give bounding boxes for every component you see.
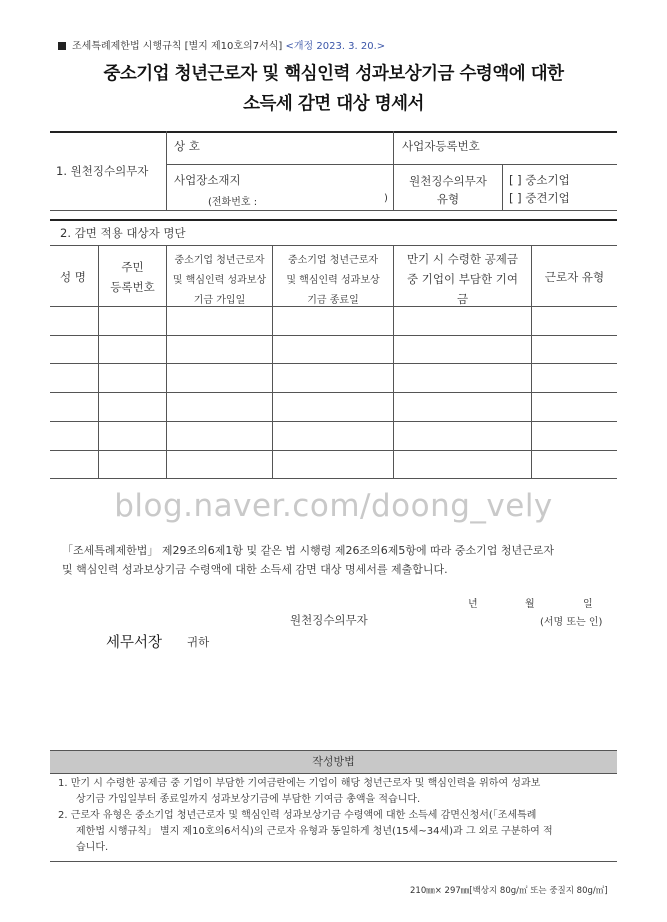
col-header-end-3: 기금 종료일 (307, 295, 359, 306)
guide-item2-line3: 습니다. (76, 842, 109, 853)
date-month: 월 (525, 599, 535, 610)
guide-heading: 작성방법 (50, 750, 617, 774)
section1-bottom-border (50, 210, 617, 211)
guide-item1-line2: 상기금 가입일부터 종료일까지 성과보상기금에 부담한 기여금 총액을 적습니다. (76, 794, 421, 805)
col-header-join: 중소기업 청년근로자 (174, 255, 265, 266)
section1-divider (166, 131, 167, 210)
law-reference: 조세특례제한법 시행규칙 [별지 제10호의7서식] (72, 41, 283, 52)
date-day: 일 (583, 599, 593, 610)
table-row[interactable] (50, 392, 617, 393)
withholding-agent-label: 1. 원천징수의무자 (56, 164, 149, 178)
table-row[interactable] (50, 306, 617, 307)
business-reg-no-label: 사업자등록번호 (402, 139, 480, 153)
form-header (58, 37, 385, 52)
agent-type-label-2: 유형 (436, 192, 460, 206)
guide-item2-line1: 2. 근로자 유형은 중소기업 청년근로자 및 핵심인력 성과보상기금 수령액에 대한 소득세 감면신청서(「조세특례 (58, 810, 537, 821)
guide-bottom-border (50, 861, 617, 862)
date-year: 년 (468, 599, 478, 610)
table-row[interactable] (50, 363, 617, 364)
col-header-join-3: 기금 가입일 (193, 295, 246, 306)
phone-close: ) (384, 193, 388, 204)
revision-date: <개정 2023. 3. 20.> (285, 41, 386, 52)
square-bullet-icon (58, 42, 66, 50)
trade-name-label: 상 호 (174, 139, 200, 153)
agent-type-label: 원천징수의무자 (409, 174, 487, 188)
form-title-line1: 중소기업 청년근로자 및 핵심인력 성과보상기금 수령액에 대한 (103, 64, 564, 84)
form-title-line2: 소득세 감면 대상 명세서 (243, 94, 424, 114)
table-bottom-border (50, 478, 617, 479)
col-header-contribution-3: 금 (456, 292, 469, 306)
signature-sign: (서명 또는 인) (540, 617, 603, 628)
signature-label: 원천징수의무자 (290, 613, 368, 627)
guide-item1-line1: 1. 만기 시 수령한 공제금 중 기업이 부담한 기여금란에는 기업이 해당 청년근로자 및 핵심인력을 위하여 성과보 (58, 778, 541, 789)
section2-top-border (50, 219, 617, 221)
recipient-office: 세무서장 (106, 635, 163, 651)
statement-line1: 「조세특례제한법」 제29조의6제1항 및 같은 법 시행령 제26조의6제5항에 따라 중소기업 청년근로자 (62, 544, 554, 557)
col-header-worker-type: 근로자 유형 (544, 270, 605, 284)
option-midsize-checkbox[interactable]: [ ] 중견기업 (509, 191, 570, 205)
col-header-end: 중소기업 청년근로자 (287, 255, 379, 266)
col-header-id-2: 등록번호 (110, 280, 155, 294)
col-header-contribution-2: 중 기업이 부담한 기여 (407, 272, 518, 286)
statement-line2: 및 핵심인력 성과보상기금 수령액에 대한 소득세 감면 대상 명세서를 제출합니다. (62, 563, 448, 576)
address-label: 사업장소재지 (174, 173, 241, 187)
col-header-end-2: 및 핵심인력 성과보상 (286, 275, 380, 286)
paper-spec: 210㎜× 297㎜[백상지 80g/㎡ 또는 중질지 80g/㎡] (410, 886, 608, 896)
phone-label: (전화번호 : (208, 197, 258, 208)
table-row[interactable] (50, 450, 617, 451)
col-header-id: 주민 (121, 260, 144, 274)
guide-item2-line2: 제한법 시행규칙」 별지 제10호의6서식)의 근로자 유형과 동일하게 청년(15세~34세)과 그 외로 구분하여 적 (76, 826, 553, 837)
table-row[interactable] (50, 335, 617, 336)
section1-mid-border (166, 164, 617, 165)
col-header-contribution: 만기 시 수령한 공제금 (407, 252, 518, 266)
section1-divider (502, 164, 503, 210)
option-sme-checkbox[interactable]: [ ] 중소기업 (509, 173, 570, 187)
watermark: blog.naver.com/doong_vely (114, 488, 553, 524)
col-header-name: 성 명 (60, 270, 86, 284)
col-header-join-2: 및 핵심인력 성과보상 (172, 275, 267, 286)
section1-top-border (50, 131, 617, 133)
section2-label: 2. 감면 적용 대상자 명단 (60, 226, 186, 240)
recipient-suffix: 귀하 (187, 635, 210, 649)
table-row[interactable] (50, 421, 617, 422)
